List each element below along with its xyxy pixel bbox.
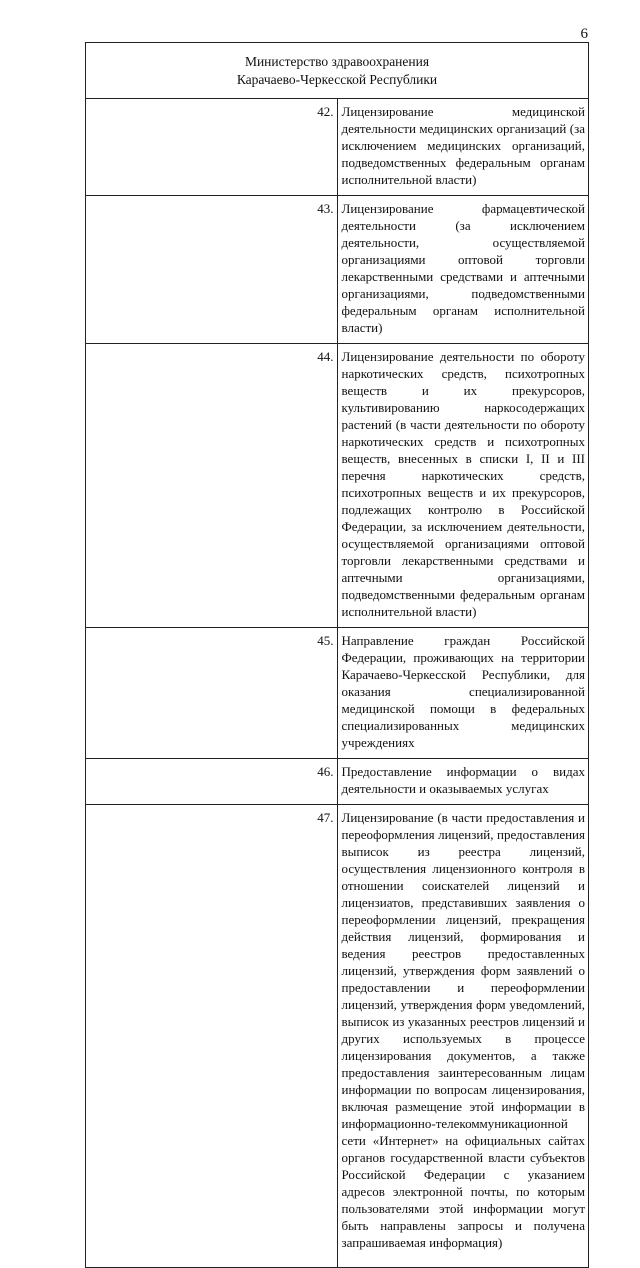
entry-number: 44. <box>86 344 338 628</box>
ministry-name-line2: Карачаево-Черкесской Республики <box>236 72 438 87</box>
page-number: 6 <box>580 26 588 42</box>
entry-text: Направление граждан Российской Федерации, проживающих на территории Карачаево-Черкесской Республики, для оказания специализированной медицинской помощи в федеральных специализированных медицинских учреждениях <box>337 628 589 759</box>
entry-number: 42. <box>86 99 338 196</box>
table-row <box>86 805 589 1268</box>
table-row <box>86 99 589 196</box>
entry-text: Лицензирование деятельности по обороту наркотических средств, психотропных веществ и их прекурсоров, культивированию наркосодержащих растений (в части деятельности по обороту наркотических средств и психотропных веществ, внесенных в списки I, II и III перечня наркотических средств, психотропных веществ и их прекурсоров, подлежащих контролю в Российской Федерации, за исключением деятельности, осуществляемой организациями оптовой торговли лекарственными средствами и аптечными организациями, подведомственными федеральным органам исполнительной власти) <box>337 344 589 628</box>
entry-text: Лицензирование (в части предоставления и переоформления лицензий, предоставления выписок из реестра лицензий, осуществления лицензионного контроля в отношении соискателей лицензий и лицензиатов, представивших заявления о переоформлении лицензий, прекращения действия лицензий, формирования и ведения реестров предоставленных лицензий, утверждения форм заявлений о предоставлении и переоформлении лицензий, утверждения форм уведомлений, выписок из указанных реестров лицензий и других используемых в процессе лицензирования документов, а также предоставления заинтересованным лицам информации по вопросам лицензирования, включая размещение этой информации в информационно-телекоммуникационной сети «Интернет» на официальных сайтах органов государственной власти субъектов Российской Федерации с указанием адресов электронной почты, по которым пользователями этой информации могут быть направлены запросы и получена запрашиваемая информация) <box>337 805 589 1268</box>
entry-number: 43. <box>86 196 338 344</box>
ministry-header <box>86 43 589 99</box>
entry-number: 45. <box>86 628 338 759</box>
services-table <box>85 42 589 1268</box>
table-row <box>86 344 589 628</box>
entry-text: Лицензирование медицинской деятельности медицинских организаций (за исключением медицинских организаций, подведомственных федеральным органам исполнительной власти) <box>337 99 589 196</box>
entry-text: Предоставление информации о видах деятельности и оказываемых услугах <box>337 759 589 805</box>
table-header-row <box>86 43 589 99</box>
entry-number: 47. <box>86 805 338 1268</box>
table-row <box>86 759 589 805</box>
entry-number: 46. <box>86 759 338 805</box>
ministry-name-line1: Министерство здравоохранения <box>244 54 430 69</box>
table-row <box>86 196 589 344</box>
table-row <box>86 628 589 759</box>
entry-text: Лицензирование фармацевтической деятельности (за исключением деятельности, осуществляемой организациями оптовой торговли лекарственными средствами и аптечными организациями, подведомственными федеральным органам исполнительной власти) <box>337 196 589 344</box>
